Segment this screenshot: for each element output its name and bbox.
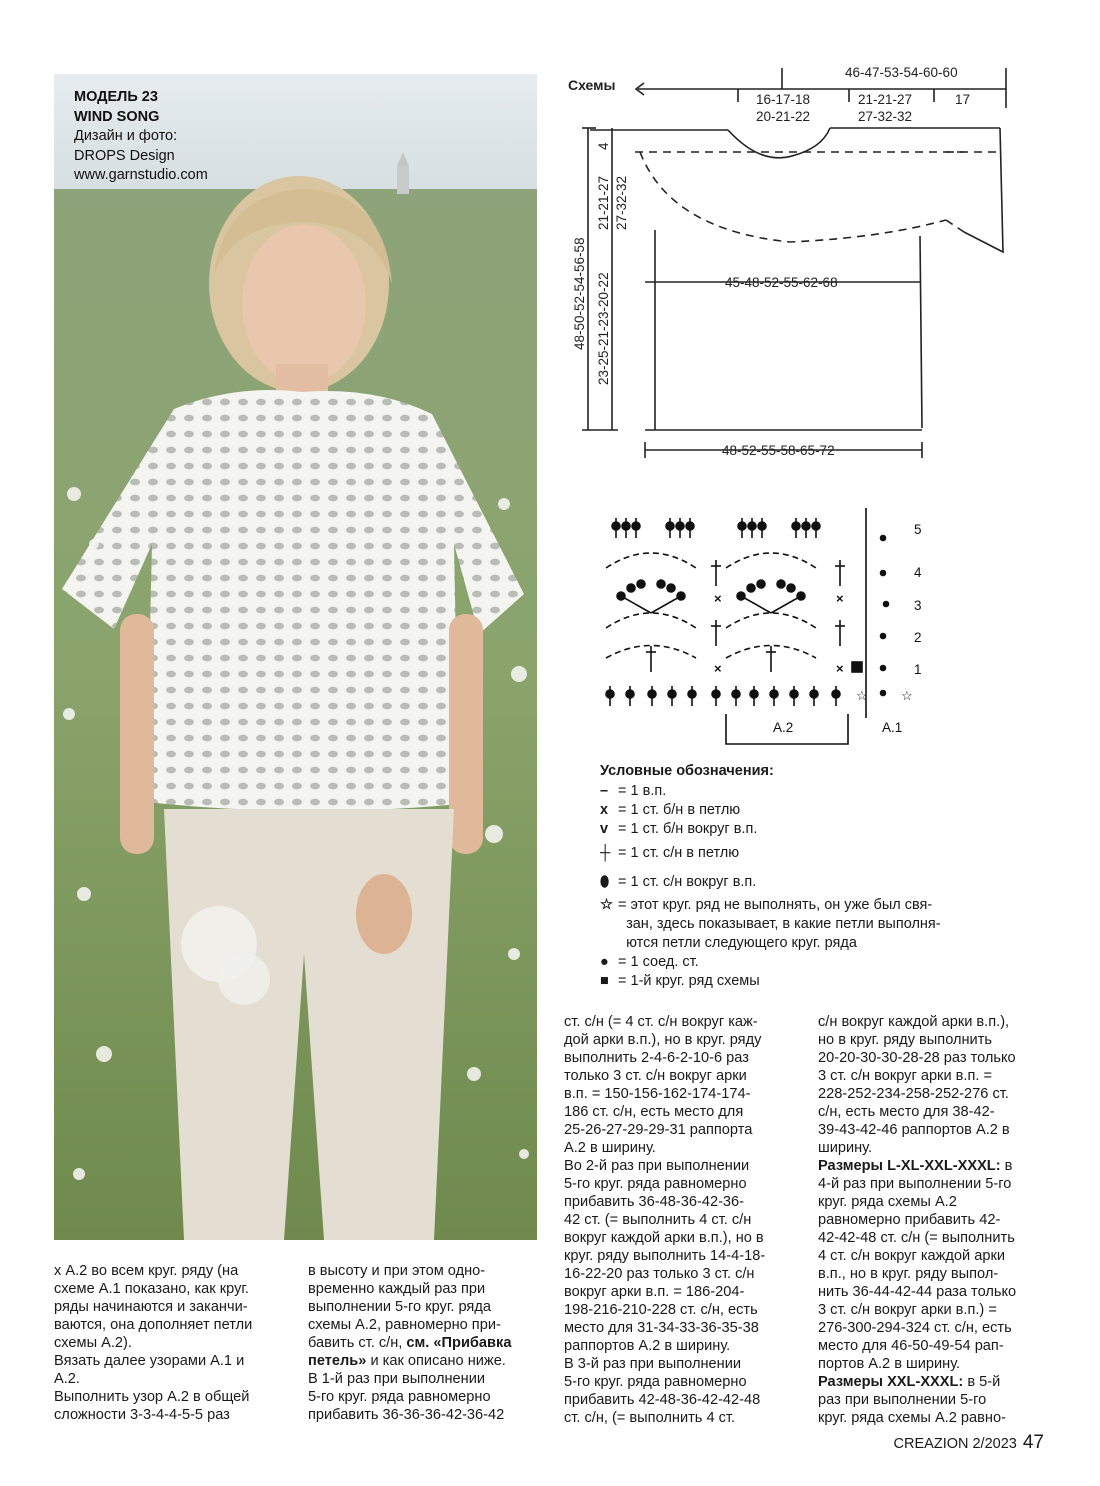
model-name: WIND SONG [74, 108, 160, 125]
hem-width: 48-52-55-58-65-72 [722, 443, 835, 458]
legend-text: = 1 ст. с/н вокруг в.п. [614, 874, 757, 890]
text-line: 186 ст. с/н, есть место для [564, 1104, 744, 1120]
text-line: х А.2 во всем круг. ряду (на [54, 1263, 239, 1279]
legend-item [600, 873, 1020, 892]
total-width-label: 46-47-53-54-60-60 [845, 65, 958, 80]
design-by: DROPS Design [74, 147, 175, 164]
text-line: вокруг арки в.п. = 186-204- [564, 1284, 745, 1300]
text-line: временно каждый раз при [308, 1281, 486, 1297]
text-column-3 [564, 1013, 800, 1427]
schema-title: Схемы [568, 77, 616, 93]
row-label-1: 1 [914, 662, 922, 677]
text-line: круг. ряду выполнить 14-4-18- [564, 1248, 766, 1264]
sizes-heading-2: Размеры XXL-XXXL: [818, 1374, 964, 1390]
legend-text: = 1 ст. с/н в петлю [614, 845, 740, 861]
label-a1: A.1 [882, 720, 903, 735]
text-column-2 [308, 1262, 544, 1424]
text-line: дой арки в.п.), но в круг. ряду [564, 1032, 762, 1048]
legend-symbol: x [600, 802, 609, 818]
text-line: раппортов А.2 в ширину. [564, 1338, 731, 1354]
legend-item [600, 820, 1020, 839]
svg-text:×: × [836, 591, 844, 606]
text-line: Размеры XXL-XXXL: в 5-й [818, 1374, 1001, 1390]
sleeve-width: 17 [955, 92, 971, 107]
symbol-legend [600, 762, 1020, 991]
text-line: с/н вокруг каждой арки в.п.), [818, 1014, 1010, 1030]
legend-item [600, 953, 1020, 972]
legend-symbol: ■ [600, 973, 609, 989]
yoke-a: 21-21-27 [596, 175, 611, 230]
text-line: ряды начинаются и заканчи- [54, 1299, 248, 1315]
text-line: 276-300-294-324 ст. с/н, есть [818, 1320, 1012, 1336]
text-line: 3 ст. с/н вокруг арки в.п.) = [818, 1302, 997, 1318]
row-label-4: 4 [914, 565, 922, 580]
text-line: круг. ряда схемы А.2 [818, 1194, 957, 1210]
page-number: 47 [1022, 1432, 1044, 1453]
text-line: 4-й раз при выполнении 5-го [818, 1176, 1012, 1192]
text-line: В 1-й раз при выполнении [308, 1371, 486, 1387]
text-line: равномерно прибавить 42- [818, 1212, 1001, 1228]
text-line: 198-216-210-228 ст. с/н, есть [564, 1302, 758, 1318]
text-line: 39-43-42-46 раппортов А.2 в [818, 1122, 1010, 1138]
neck-width-b: 20-21-22 [756, 109, 811, 124]
svg-text:×: × [714, 661, 722, 676]
svg-text:×: × [714, 591, 722, 606]
text-line: место для 31-34-33-36-35-38 [564, 1320, 759, 1336]
text-line: 42 ст. (= выполнить 4 ст. с/н [564, 1212, 752, 1228]
legend-item [600, 801, 1020, 820]
text-line: прибавить 42-48-36-42-42-48 [564, 1392, 761, 1408]
text-line: 4 ст. с/н вокруг каждой арки [818, 1248, 1006, 1264]
row-label-3: 3 [914, 598, 922, 613]
text-line: 228-252-234-258-252-276 ст. [818, 1086, 1009, 1102]
text-line: 42-42-48 ст. с/н (= выполнить [818, 1230, 1015, 1246]
shoulder-a: 21-21-27 [858, 92, 913, 107]
legend-text: = 1 в.п. [614, 783, 667, 799]
text-line: Во 2-й раз при выполнении [564, 1158, 750, 1174]
text-line: 5-го круг. ряда равномерно [308, 1389, 491, 1405]
text-line: вокруг каждой арки в.п.), но в [564, 1230, 764, 1246]
svg-text:×: × [836, 661, 844, 676]
text-line: ст. с/н, (= выполнить 4 ст. [564, 1410, 736, 1426]
legend-symbol: ● [600, 954, 609, 970]
legend-text: = этот круг. ряд не выполнять, он уже был свя- зан, здесь показывает, в какие петли выполня- ются петли следующего круг. ряда [618, 897, 941, 951]
row-label-5: 5 [914, 522, 922, 537]
svg-text:☆: ☆ [901, 688, 913, 703]
text-line: 5-го круг. ряда равномерно [564, 1176, 747, 1192]
legend-item [600, 844, 1020, 863]
increase-ref-2: петель» [308, 1353, 367, 1369]
text-line: с/н, есть место для 38-42- [818, 1104, 995, 1120]
legend-text: = 1-й круг. ряд схемы [614, 973, 760, 989]
legend-item [600, 896, 1020, 953]
text-line: 3 ст. с/н вокруг арки в.п. = [818, 1068, 992, 1084]
page-footer [894, 1432, 1044, 1454]
text-line: схемы А.2, равномерно при- [308, 1317, 501, 1333]
text-line: в.п. = 150-156-162-174-174- [564, 1086, 751, 1102]
label-a2: A.2 [773, 720, 794, 735]
legend-symbol: v [600, 821, 609, 837]
text-line: раз при выполнении 5-го [818, 1392, 987, 1408]
text-line: прибавить 36-36-36-42-36-42 [308, 1407, 505, 1423]
text-line: круг. ряда схемы А.2 равно- [818, 1410, 1006, 1426]
sizes-heading-1: Размеры L-XL-XXL-XXXL: [818, 1158, 1001, 1174]
text-line: ваются, она дополняет петли [54, 1317, 253, 1333]
text-line: нить 36-44-42-44 раза только [818, 1284, 1017, 1300]
text-line: 16-22-20 раз только 3 ст. с/н [564, 1266, 755, 1282]
text-line: ширину. [818, 1140, 873, 1156]
text-line: выполнении 5-го круг. ряда [308, 1299, 491, 1315]
measurement-schema [560, 60, 1020, 480]
photo-caption [74, 88, 208, 186]
text-line: схеме А.1 показано, как круг. [54, 1281, 249, 1297]
legend-symbol: ⬮ [600, 874, 610, 890]
see-ref: см. [406, 1335, 430, 1351]
text-line: 5-го круг. ряда равномерно [564, 1374, 747, 1390]
legend-symbol: – [600, 783, 609, 799]
legend-symbol: ┼ [600, 845, 611, 861]
text-line: Размеры L-XL-XXL-XXXL: в [818, 1158, 1013, 1174]
legend-title: Условные обозначения: [600, 763, 774, 779]
yoke-b: 27-32-32 [614, 175, 629, 230]
neck-depth: 4 [596, 142, 611, 150]
text-column-1 [54, 1262, 284, 1424]
text-line: А.2. [54, 1371, 80, 1387]
body-length: 23-25-21-23-20-22 [596, 272, 611, 385]
text-line: 25-26-27-29-29-31 раппорта [564, 1122, 753, 1138]
row-label-2: 2 [914, 630, 922, 645]
shoulder-b: 27-32-32 [858, 109, 913, 124]
legend-symbol: ☆ [600, 897, 613, 913]
chest-width: 45-48-52-55-62-68 [725, 275, 838, 290]
neck-width-a: 16-17-18 [756, 92, 811, 107]
legend-text: = 1 ст. б/н вокруг в.п. [614, 821, 758, 837]
text-line: 20-20-30-30-28-28 раз только [818, 1050, 1016, 1066]
text-line: в.п., но в круг. ряду выпол- [818, 1266, 999, 1282]
text-line: место для 46-50-49-54 рап- [818, 1338, 1004, 1354]
crochet-diagram [596, 508, 936, 748]
text-line: портов А.2 в ширину. [818, 1356, 961, 1372]
svg-text:☆: ☆ [856, 688, 868, 703]
legend-text: = 1 соед. ст. [614, 954, 699, 970]
text-line: ст. с/н (= 4 ст. с/н вокруг каж- [564, 1014, 758, 1030]
text-line: В 3-й раз при выполнении [564, 1356, 742, 1372]
model-number: МОДЕЛЬ 23 [74, 89, 158, 105]
text-line: выполнить 2-4-6-2-10-6 раз [564, 1050, 749, 1066]
website-url: www.garnstudio.com [74, 167, 208, 183]
text-line: бавить ст. с/н, см. «Прибавка [308, 1335, 512, 1351]
legend-item [600, 782, 1020, 801]
text-line: петель» и как описано ниже. [308, 1353, 506, 1369]
text-line: Вязать далее узорами А.1 и [54, 1353, 245, 1369]
increase-ref: «Прибавка [433, 1335, 512, 1351]
text-line: но в круг. ряду выполнить [818, 1032, 992, 1048]
text-column-4 [818, 1013, 1058, 1427]
text-line: прибавить 36-48-36-42-36- [564, 1194, 745, 1210]
design-label: Дизайн и фото: [74, 128, 178, 144]
text-line: А.2 в ширину. [564, 1140, 656, 1156]
magazine-issue: CREAZION 2/2023 [893, 1436, 1017, 1452]
text-line: сложности 3-3-4-4-5-5 раз [54, 1407, 230, 1423]
text-line: в высоту и при этом одно- [308, 1263, 486, 1279]
legend-text: = 1 ст. б/н в петлю [614, 802, 741, 818]
text-line: только 3 ст. с/н вокруг арки [564, 1068, 747, 1084]
text-line: Выполнить узор А.2 в общей [54, 1389, 250, 1405]
legend-item [600, 972, 1020, 991]
total-length: 48-50-52-54-56-58 [572, 237, 587, 350]
text-line: схемы А.2). [54, 1335, 132, 1351]
model-photo [54, 74, 537, 1240]
